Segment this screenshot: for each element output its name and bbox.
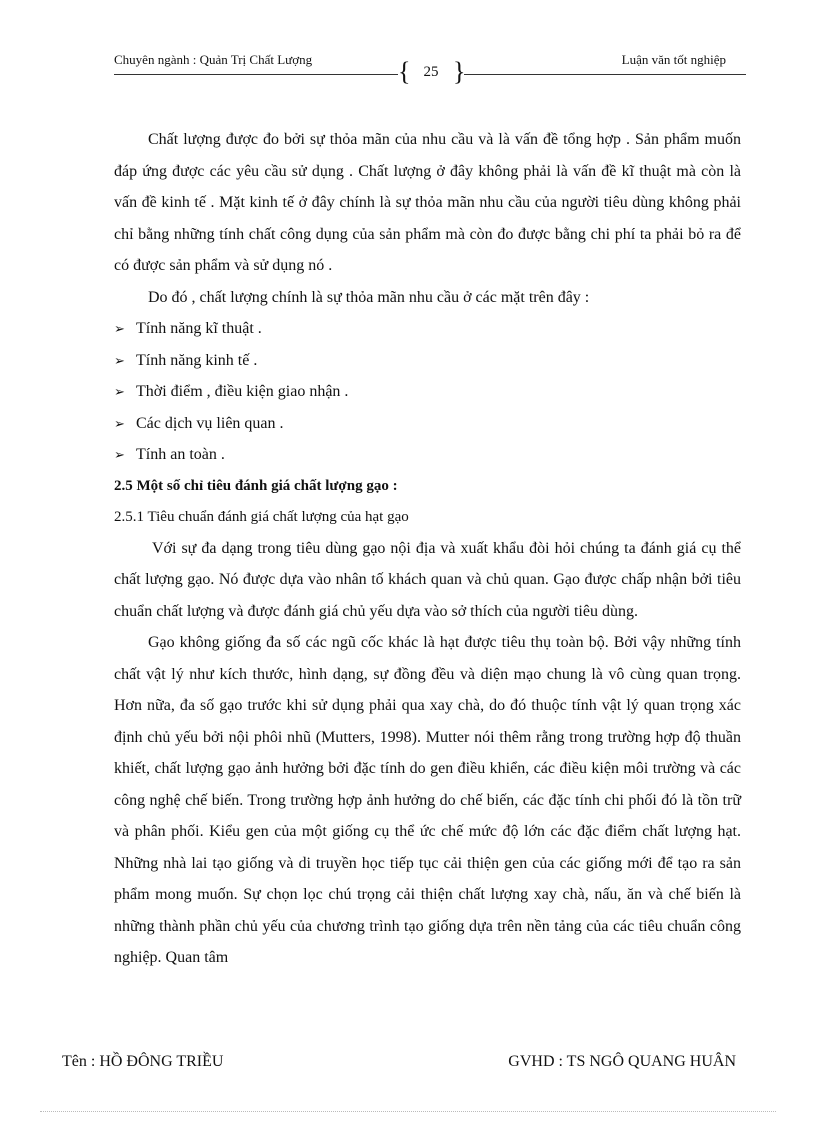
bullet-list <box>114 313 741 471</box>
header-thesis-label: Luận văn tốt nghiệp <box>621 52 726 67</box>
right-brace-icon: } <box>453 57 466 86</box>
page-body <box>114 124 741 974</box>
header-rule-left <box>114 74 398 75</box>
subsection-heading: 2.5.1 Tiêu chuẩn đánh giá chất lượng của hạt gạo <box>114 508 409 525</box>
arrow-bullet-icon: ➢ <box>114 384 125 399</box>
list-item: ➢ Tính an toàn . <box>114 439 741 471</box>
footer-advisor: GVHD : TS NGÔ QUANG HUÂN <box>508 1053 736 1070</box>
arrow-bullet-icon: ➢ <box>114 321 125 336</box>
paragraph-rice-properties: Gạo không giống đa số các ngũ cốc khác là hạt được tiêu thụ toàn bộ. Bởi vậy những tính chất vật lý như kích thước, hình dạng, sự đồng đều và diện mạo chung là vô cùng quan trọng. Hơn nữa, đa số gạo trước khi sử dụng phải qua xay chà, do đó thuộc tính vật lý quan trọng xác định chủ yếu bởi nội phôi nhũ (Mutters, 1998). Mutter nói thêm rằng trong trường hợp độ thuần khiết, chất lượng gạo ảnh hưởng bởi đặc tính do gen điều khiển, các điều kiện môi trường và các công nghệ chế biến. Trong trường hợp ảnh hưởng do chế biến, các đặc tính chi phối đó là tồn trữ và phân phối. Kiểu gen của một giống cụ thể ức chế mức độ lớn các đặc điểm chất lượng hạt. Những nhà lai tạo giống và di truyền học tiếp tục cải thiện gen của các giống mới để tạo ra sản phẩm mong muốn. Sự chọn lọc chú trọng cải thiện chất lượng xay chà, nấu, ăn và chế biến là những thành phần chủ yếu của chương trình tạo giống dựa trên nền tảng của các tiêu chuẩn công nghiệp. Quan tâm <box>114 634 741 966</box>
arrow-bullet-icon: ➢ <box>114 415 125 431</box>
paragraph-rice-evaluation: Với sự đa dạng trong tiêu dùng gạo nội địa và xuất khẩu đòi hỏi chúng ta đánh giá cụ thể chất lượng gạo. Nó được dựa vào nhân tố khách quan và chủ quan. Gạo được chấp nhận bởi tiêu chuẩn chất lượng và được đánh giá chủ yếu dựa vào sở thích của người tiêu dùng. <box>114 539 741 620</box>
paragraph-therefore: Do đó , chất lượng chính là sự thỏa mãn nhu cầu ở các mặt trên đây : <box>148 288 590 306</box>
header-major: Chuyên ngành : Quản Trị Chất Lượng <box>114 52 313 67</box>
section-heading: 2.5 Một số chỉ tiêu đánh giá chất lượng gạo : <box>114 477 398 494</box>
arrow-bullet-icon: ➢ <box>114 447 125 462</box>
paragraph-quality-definition: Chất lượng được đo bởi sự thỏa mãn của nhu cầu và là vấn đề tổng hợp . Sản phẩm muốn đáp ứng được các yêu cầu sử dụng . Chất lượng ở đây không phải là vấn đề kĩ thuật mà còn là vấn đề kinh tế . Mặt kinh tế ở đây chính là sự thỏa mãn nhu cầu của người tiêu dùng không phải chỉ bằng những tính chất công dụng của sản phẩm mà còn đo được bằng chi phí ta phải bỏ ra để có được sản phẩm và sử dụng nó . <box>114 131 741 274</box>
list-item: ➢ Tính năng kinh tế . <box>114 345 741 377</box>
list-item: ➢ Các dịch vụ liên quan . <box>114 408 741 440</box>
list-item: ➢ Thời điểm , điều kiện giao nhận . <box>114 376 741 408</box>
arrow-bullet-icon: ➢ <box>114 352 125 368</box>
page-number: 25 <box>423 64 439 80</box>
left-brace-icon: { <box>398 57 411 86</box>
footer-author: Tên : HỒ ĐÔNG TRIỀU <box>62 1053 224 1070</box>
header-rule-right <box>464 74 746 75</box>
page-bottom-divider <box>40 1111 776 1112</box>
list-item: ➢ Tính năng kĩ thuật . <box>114 313 741 345</box>
